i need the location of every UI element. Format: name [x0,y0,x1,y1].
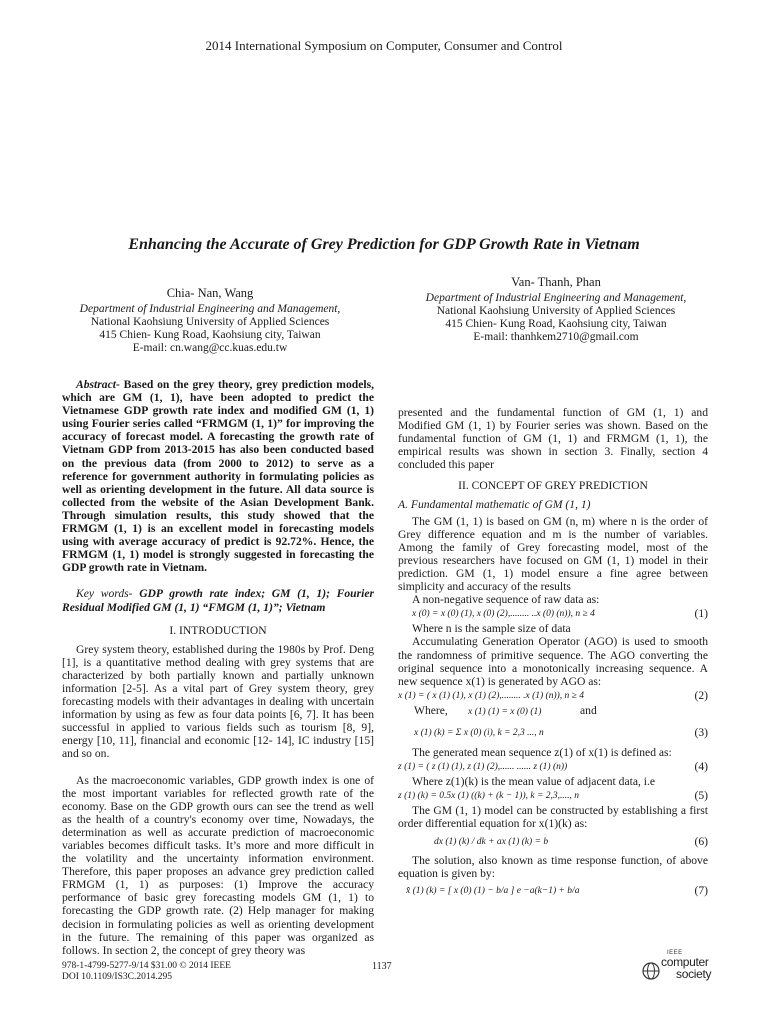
page-number: 1137 [372,961,392,972]
equation-6-number: (6) [694,835,708,849]
author-address: 415 Chien- Kung Road, Kaohsiung city, Taiwan [445,318,667,330]
equation-3-body: x (1) (k) = Σ x (0) (i), k = 2,3 ..., n [414,727,544,738]
equation-6 [398,830,708,854]
equation-1-number: (1) [694,607,708,621]
author-block-2 [406,276,706,344]
equation-5-number: (5) [694,788,708,802]
author-address: 415 Chien- Kung Road, Kaohsiung city, Taiwan [99,329,321,341]
right-paragraph-2: A non-negative sequence of raw data as: [412,593,600,607]
abstract-label: Abstract- [76,378,120,391]
globe-icon [640,960,662,982]
equation-5-body: z (1) (k) = 0.5x (1) ((k) + (k − 1)), k = 2,3,...., n [398,790,580,801]
equation-1 [398,606,708,622]
footer-left [62,961,231,983]
author-department: Department of Industrial Engineering and Management, [79,303,341,315]
abstract [62,378,374,574]
intro-paragraph-2: As the macroeconomic variables, GDP growth index is one of the most important variables for reflected growth rate of the economy. Base on the GDP growth ours can see the trend as well as the health of a country's economy over time, Nowadays, the determination as well as accurate prediction of macroeconomic variables becomes difficult tasks. It’s more and more difficult in the volatility and the uncertainty information environment. Therefore, this paper proposes an advance grey prediction called FRMGM (1, 1) as purposes: (1) Improve the accuracy performance of basic grey forecasting models GM (1, 1) to forecasting the GDP growth rate. (2) Help manager for making decision in formulating policies as well as orienting development in the future. The remaining of this paper was organized as follows. In section 2, the concept of grey theory was [62,773,374,957]
keywords [62,587,374,613]
equation-7-number: (7) [694,884,708,898]
equation-6-body: dx (1) (k) / dk + ax (1) (k) = b [434,837,549,848]
author-university: National Kaohsiung University of Applied Sciences [436,305,676,317]
author-email: E-mail: cn.wang@cc.kuas.edu.tw [132,342,288,354]
conference-name: 2014 International Symposium on Computer, Consumer and Control [205,38,563,53]
left-column [62,378,374,957]
equation-1-body: x (0) = x (0) (1), x (0) (2),........ ..x (0) (n)), n ≥ 4 [412,609,595,620]
equation-2 [398,688,708,704]
right-column [398,406,708,904]
equation-2b-and: and [580,703,597,717]
equation-7 [398,880,708,904]
author-university: National Kaohsiung University of Applied Sciences [90,316,330,328]
section-heading-introduction: I. INTRODUCTION [169,623,267,637]
equation-2-body: x (1) = ( x (1) (1), x (1) (2),........ .x (1) (n)), n ≥ 4 [398,690,584,701]
author-email: E-mail: thanhkem2710@gmail.com [473,331,639,343]
author-name: Chia- Nan, Wang [166,286,254,300]
equation-4-body: z (1) = ( z (1) (1), z (1) (2),...... ...... z (1) (n)) [398,761,568,772]
equation-2b [398,704,708,720]
right-paragraph-3: Where n is the sample size of data [412,622,571,636]
footer-isbn: 978-1-4799-5277-9/14 $31.00 © 2014 IEEE [62,961,231,971]
equation-3-number: (3) [694,725,708,739]
logo-line-1: computer [661,955,709,969]
ieee-computer-society-logo [638,948,718,984]
equation-3 [398,720,708,746]
logo-ieee-text: IEEE [667,950,683,956]
right-paragraph-8: The solution, also known as time response function, of above equation is given by: [398,854,708,881]
paper-title: Enhancing the Accurate of Grey Prediction for GDP Growth Rate in Vietnam [128,236,640,253]
right-paragraph-0: presented and the fundamental function of GM (1, 1) and Modified GM (1, 1) by Fourier series was shown. Based on the fundamental function of GM (1, 1) and FRMGM (1, 1), the empirical results was shown in section 3. Finally, section 4 concluded this paper [398,406,708,472]
intro-paragraph-1: Grey system theory, established during the 1980s by Prof. Deng [1], is a quantitative method dealing with grey systems that are characterized by both partially known and partially unknown information [2-5]. As a vital part of Grey system theory, grey forecasting models with their advantages in dealing with uncertain information by using as few as four data points [6, 7]. It has been successful in applied to various fields such as tourism [8, 9], energy [10, 11], financial and economic [12- 14], IC industry [15] and so on. [62,642,374,761]
equation-7-body: x̂ (1) (k) = [ x (0) (1) − b/a ] e −a(k−1) + b/a [406,886,580,897]
subsection-heading-a: A. Fundamental mathematic of GM (1, 1) [398,497,591,511]
author-block-1 [60,287,360,355]
author-name: Van- Thanh, Phan [511,275,601,289]
equation-2b-body: x (1) (1) = x (0) (1) [468,706,542,717]
equation-2-number: (2) [694,688,708,702]
keywords-label: Key words- [76,587,133,601]
equation-4 [398,759,708,775]
right-paragraph-7: The GM (1, 1) model can be constructed by establishing a first order differential equation for x(1)(k) as: [398,803,708,831]
abstract-text: Based on the grey theory, grey prediction models, which are GM (1, 1), have been adopted to predict the Vietnamese GDP growth rate index and modified GM (1, 1) using Fourier series called “FRMGM (1, 1)” for improving the accuracy of forecast model. A forecasting the growth rate of Vietnam GDP from 2013-2015 has also been conducted based on the previous data (from 2000 to 2012) to serve as a reference for government authority in formulating policies as well as orienting development in the future. All data source is collected from the website of the Asian Development Bank. Through simulation results, this study showed that the FRMGM (1, 1) is an excellent model in forecasting models using with average accuracy of predict is 92.72%. Hence, the FRMGM (1, 1) model is strongly suggested in forecasting the GDP growth rate in Vietnam. [62,378,374,575]
right-paragraph-1: The GM (1, 1) is based on GM (n, m) where n is the order of Grey difference equation and m is the number of variables. Among the family of Grey forecasting model, most of the previous researchers have focused on GM (1, 1) model in their prediction. GM (1, 1) model ensure a fine agree between simplicity and accuracy of the results [398,514,708,594]
keywords-text: GDP growth rate index; GM (1, 1); Fourier Residual Modified GM (1, 1) “FMGM (1, 1)”; Vietnam [62,587,374,614]
equation-4-number: (4) [694,759,708,773]
logo-line-2: society [676,967,712,981]
author-department: Department of Industrial Engineering and Management, [425,292,687,304]
right-paragraph-6: Where z(1)(k) is the mean value of adjacent data, i.e [412,774,656,788]
footer-doi: DOI 10.1109/IS3C.2014.295 [62,972,172,982]
right-paragraph-4: Accumulating Generation Operator (AGO) is used to smooth the randomness of primitive sequence. The AGO converting the original sequence into a monotonically increasing sequence. A new sequence x(1) is generated by AGO as: [398,635,708,688]
section-heading-concept: II. CONCEPT OF GREY PREDICTION [458,479,648,493]
equation-2b-where: Where, [414,703,448,717]
equation-5 [398,788,708,804]
right-paragraph-5: The generated mean sequence z(1) of x(1) is defined as: [412,745,672,759]
